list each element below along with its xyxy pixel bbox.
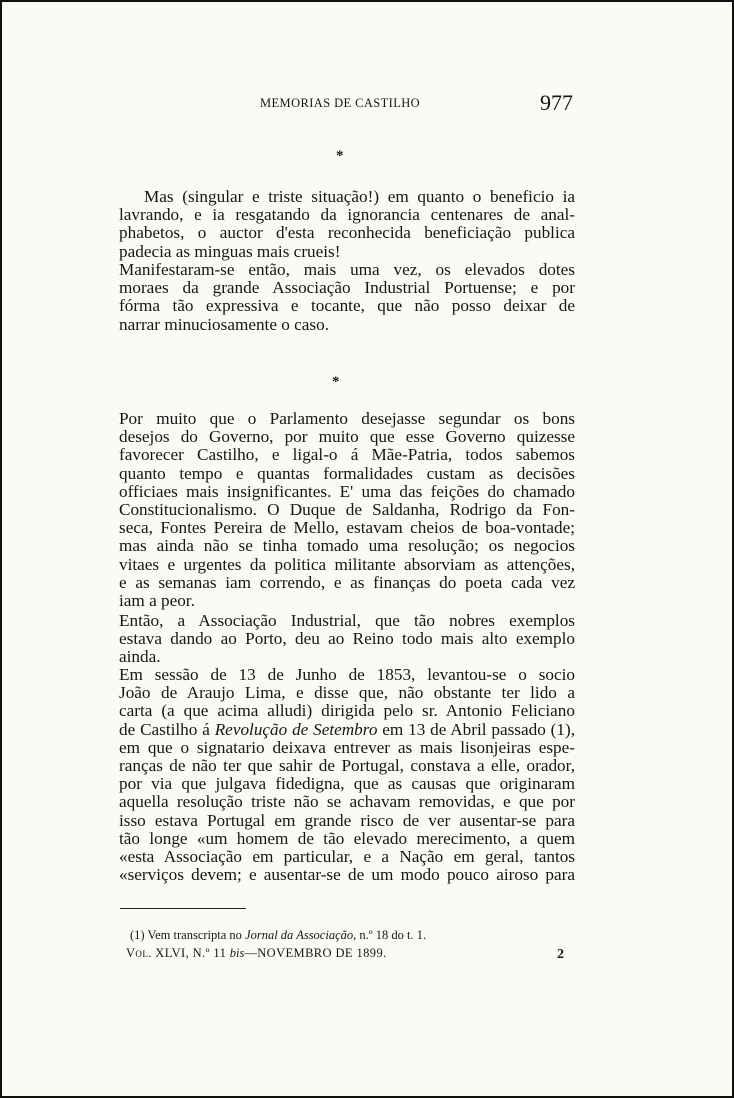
footnote-reference: em 13 de Abril passado (1), — [377, 719, 575, 739]
text-line: Então, a Associação Industrial, que tão nobres exemplos — [119, 611, 575, 630]
text-line: «serviços devem; e ausentar-se de um modo pouco airoso para — [119, 865, 575, 885]
text-line: Manifestaram-se então, mais uma vez, os elevados dotes — [119, 260, 575, 279]
paragraph-4 — [119, 612, 575, 667]
text-line: mas ainda não se tinha tomado uma resolução; os negocios — [119, 536, 575, 556]
footnote-text-end: n.º 18 do t. 1. — [356, 928, 427, 942]
volume-number: XLVI, N.º 11 — [151, 946, 230, 960]
volume-imprint — [126, 946, 387, 961]
footnote-marker: (1) — [130, 928, 145, 942]
footnote-text: Vem transcripta no — [144, 928, 246, 942]
text-line: aquella resolução triste não se achavam removidas, e que por — [119, 792, 575, 812]
text-line: iam a peor. — [119, 591, 195, 611]
text-line: Constitucionalismo. O Duque de Saldanha, Rodrigo da Fon- — [119, 500, 575, 520]
paragraph-3 — [119, 410, 575, 610]
paragraph-1 — [119, 188, 575, 261]
text-line: phabetos, o auctor d'esta reconhecida beneficiação publica — [119, 223, 575, 243]
paragraph-2 — [119, 261, 575, 334]
text-line: narrar minuciosamente o caso. — [119, 314, 329, 334]
page-number: 977 — [540, 90, 573, 115]
section-separator-2: * — [332, 374, 340, 390]
signature-mark: 2 — [557, 947, 564, 962]
text-line: fórma tão expressiva e tocante, que não posso deixar de — [119, 296, 575, 316]
text-line: padecia as minguas mais crueis! — [119, 241, 341, 261]
text-line: em que o signatario deixava entrever as mais lisonjeiras espe- — [119, 737, 575, 757]
text-line: ranças de não ter que sahir de Portugal, constava a elle, orador, — [119, 756, 575, 776]
text-line: ainda. — [119, 647, 161, 667]
text-line: carta (a que acima alludi) dirigida pelo sr. Antonio Feliciano — [119, 701, 575, 721]
text-line: João de Araujo Lima, e disse que, não obstante ter lido a — [119, 683, 575, 703]
text-line: «esta Associação em particular, e a Nação em geral, tantos — [119, 847, 575, 867]
text-line: moraes da grande Associação Industrial Portuense; e por — [119, 278, 575, 298]
footnote-journal-title: Jornal da Associação, — [245, 928, 357, 942]
volume-bis: bis — [229, 946, 245, 960]
volume-date: —NOVEMBRO DE 1899. — [244, 946, 387, 960]
text-line: lavrando, e ia resgatando da ignorancia centenares de anal- — [119, 205, 575, 225]
text-line: Mas (singular e triste situação!) em quanto o beneficio ia — [144, 187, 575, 206]
section-separator-1: * — [336, 148, 344, 164]
text-line: quanto tempo e quantas formalidades custam as decisões — [119, 463, 575, 483]
text-line: vitaes e urgentes da politica militante absorviam as attenções, — [119, 554, 575, 574]
text-line: por via que julgava fidedigna, que as causas que originaram — [119, 774, 575, 794]
text-line: seca, Fontes Pereira de Mello, estavam cheios de boa-vontade; — [119, 518, 575, 538]
text-line: Por muito que o Parlamento desejasse segundar os bons — [119, 409, 575, 428]
footnote-divider — [120, 908, 246, 909]
text-line: desejos do Governo, por muito que esse Governo quizesse — [119, 427, 575, 447]
text-line: e as semanas iam correndo, e as finanças do poeta cada vez — [119, 572, 575, 592]
newspaper-title: Revolução de Setembro — [214, 719, 378, 739]
text-fragment: de Castilho á — [119, 719, 215, 739]
text-line: tão longe «um homem de tão elevado merecimento, a quem — [119, 828, 575, 848]
text-line-with-italic — [119, 721, 575, 739]
text-line: isso estava Portugal em grande risco de ver ausentar-se para — [119, 810, 575, 830]
volume-label: Vol. — [126, 946, 152, 960]
text-line: estava dando ao Porto, deu ao Reino todo mais alto exemplo — [119, 629, 575, 649]
text-line: officiaes mais insignificantes. E' uma das feições do chamado — [119, 481, 575, 501]
text-line: Em sessão de 13 de Junho de 1853, levantou-se o socio — [119, 665, 575, 684]
running-title: MEMORIAS DE CASTILHO — [260, 96, 421, 110]
paragraph-5 — [119, 666, 575, 884]
text-line: favorecer Castilho, e ligal-o á Mãe-Patria, todos sabemos — [119, 445, 575, 465]
footnote — [130, 928, 426, 943]
